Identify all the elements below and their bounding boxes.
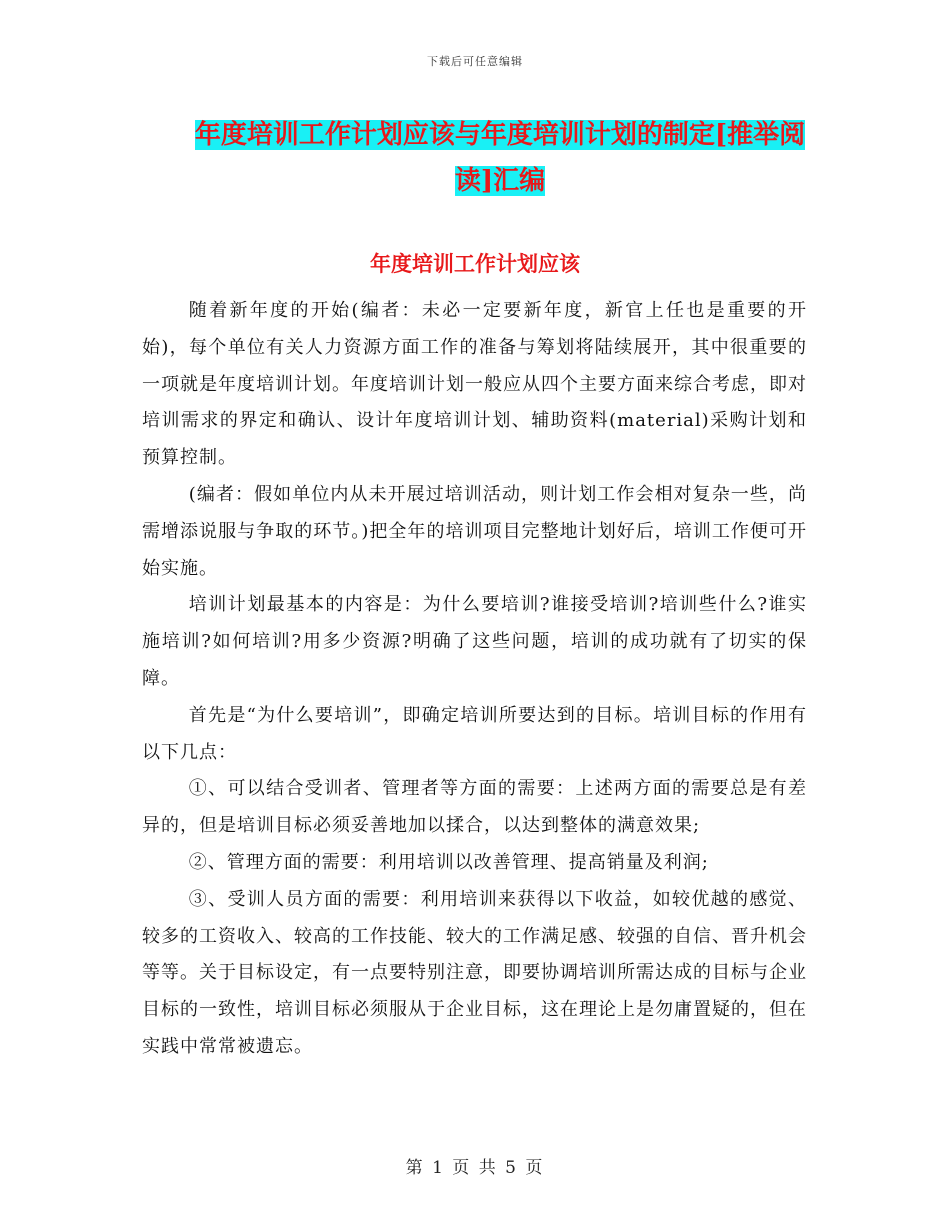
paragraph: ②、管理方面的需要：利用培训以改善管理、提高销量及利润; — [188, 851, 709, 873]
header-note: 下载后可任意编辑 — [427, 55, 523, 68]
paragraph: ③、受训人员方面的需要：利用培训来获得以下收益，如较优越的感觉、较多的工资收入、较高的工作技能、较大的工作满足感、较强的自信、晋升机会等等。关于目标设定，有一点要特别注意，即要协调培训所需达成的目标与企业目标的一致性，培训目标必须服从于企业目标，这在理论上是勿庸置疑的，但在实践中常常被遗忘。 — [142, 888, 807, 1057]
document-title-text: 年度培训工作计划应该与年度培训计划的制定[推举阅读]汇编 — [194, 120, 806, 196]
page-footer: 第 1 页 共 5 页 — [405, 1158, 545, 1178]
paragraph: 首先是“为什么要培训”，即确定培训所要达到的目标。培训目标的作用有以下几点： — [142, 704, 807, 763]
paragraph: (编者：假如单位内从未开展过培训活动，则计划工作会相对复杂一些，尚需增添说服与争取的环节。)把全年的培训项目完整地计划好后，培训工作便可开始实施。 — [142, 483, 807, 579]
document-body — [142, 293, 807, 1066]
paragraph: ①、可以结合受训者、管理者等方面的需要：上述两方面的需要总是有差异的，但是培训目标必须妥善地加以揉合，以达到整体的满意效果; — [142, 778, 807, 837]
paragraph: 培训计划最基本的内容是：为什么要培训?谁接受培训?培训些什么?谁实施培训?如何培训?用多少资源?明确了这些问题，培训的成功就有了切实的保障。 — [142, 594, 807, 689]
paragraph: 随着新年度的开始(编者：未必一定要新年度，新官上任也是重要的开始)，每个单位有关人力资源方面工作的准备与筹划将陆续展开，其中很重要的一项就是年度培训计划。年度培训计划一般应从四个主要方面来综合考虑，即对培训需求的界定和确认、设计年度培训计划、辅助资料(material)采购计划和预算控制。 — [142, 300, 807, 469]
document-title — [180, 112, 820, 204]
section-title: 年度培训工作计划应该 — [370, 251, 580, 276]
